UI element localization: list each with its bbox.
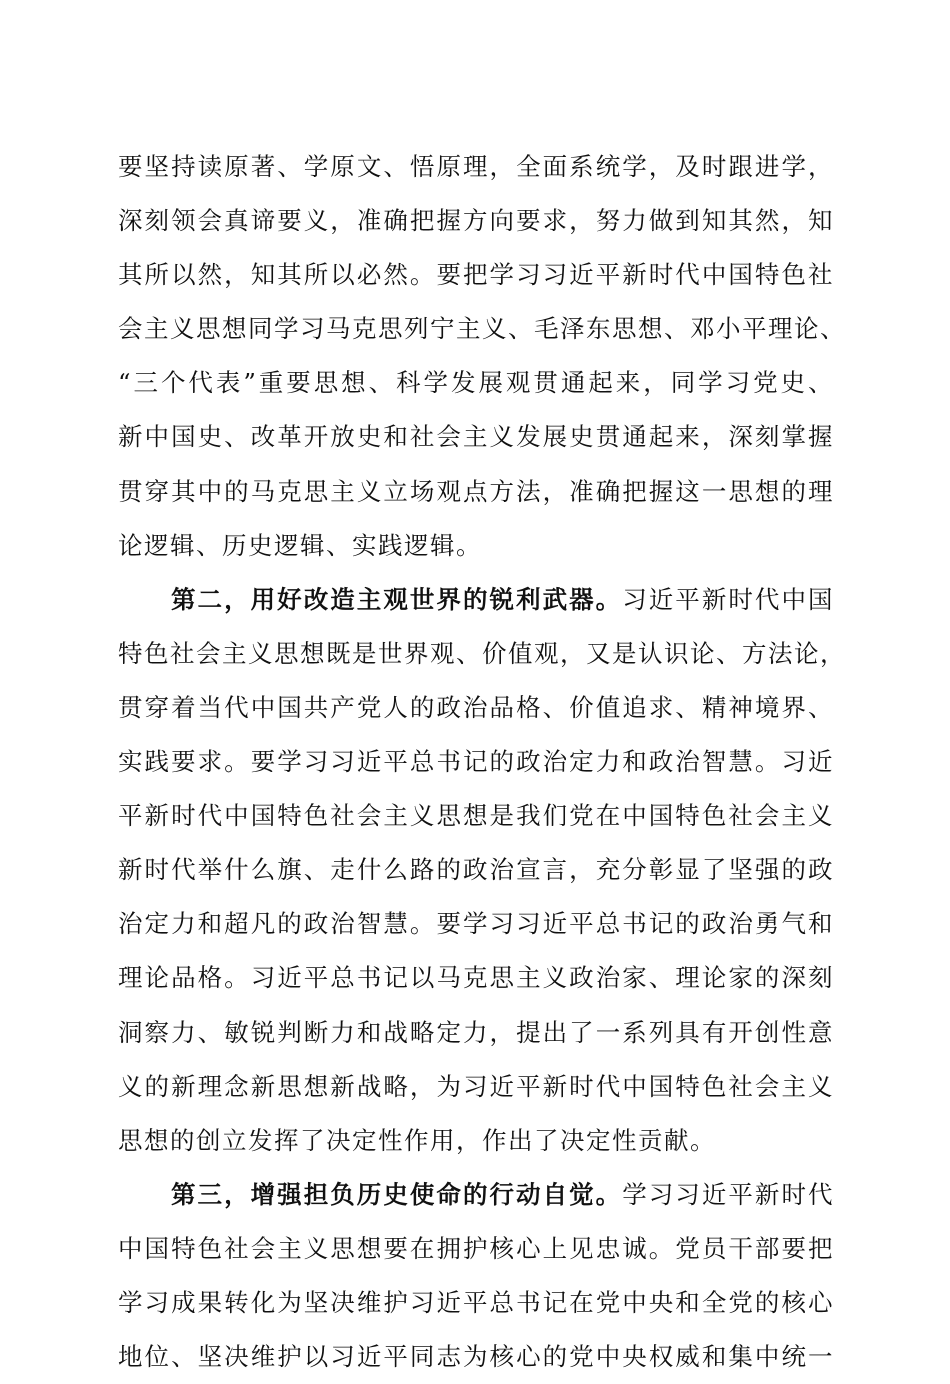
body-text — [118, 140, 846, 1384]
text-line: 会主义思想同学习马克思列宁主义、毛泽东思想、邓小平理论、 — [118, 314, 846, 344]
text-line: 洞察力、敏锐判断力和战略定力，提出了一系列具有开创性意 — [118, 1017, 834, 1047]
section-heading-third: 第三，增强担负历史使命的行动自觉。 — [171, 1179, 623, 1209]
text-line: 新时代举什么旗、走什么路的政治宣言，充分彰显了坚强的政 — [118, 855, 834, 885]
text-line: 深刻领会真谛要义，准确把握方向要求，努力做到知其然，知 — [118, 206, 834, 236]
text-line: 理论品格。习近平总书记以马克思主义政治家、理论家的深刻 — [118, 963, 834, 993]
text-line: 要坚持读原著、学原文、悟原理，全面系统学，及时跟进学， — [118, 152, 834, 181]
text-line: 地位、坚决维护以习近平同志为核心的党中央权威和集中统一 — [118, 1342, 834, 1372]
text-line: 治定力和超凡的政治智慧。要学习习近平总书记的政治勇气和 — [118, 909, 834, 939]
text-line: 贯穿其中的马克思主义立场观点方法，准确把握这一思想的理 — [118, 476, 834, 506]
text-run: 习近平新时代中国 — [622, 584, 835, 614]
text-line: 学习成果转化为坚决维护习近平总书记在党中央和全党的核心 — [118, 1287, 834, 1317]
text-line: 特色社会主义思想既是世界观、价值观，又是认识论、方法论， — [118, 638, 846, 668]
text-line: 新中国史、改革开放史和社会主义发展史贯通起来，深刻掌握 — [118, 422, 834, 452]
text-line: 平新时代中国特色社会主义思想是我们党在中国特色社会主义 — [118, 801, 834, 831]
text-line: 义的新理念新思想新战略，为习近平新时代中国特色社会主义 — [118, 1071, 834, 1101]
text-line: 贯穿着当代中国共产党人的政治品格、价值追求、精神境界、 — [118, 692, 834, 722]
text-run: 学习习近平新时代 — [622, 1179, 835, 1209]
text-line: “三个代表”重要思想、科学发展观贯通起来，同学习党史、 — [118, 368, 834, 398]
text-line: 中国特色社会主义思想要在拥护核心上见忠诚。党员干部要把 — [118, 1233, 834, 1263]
paragraph-first-line — [118, 1168, 834, 1222]
text-line: 思想的创立发挥了决定性作用，作出了决定性贡献。 — [118, 1125, 716, 1155]
text-line: 其所以然，知其所以必然。要把学习习近平新时代中国特色社 — [118, 260, 834, 290]
paragraph-first-line — [118, 573, 834, 627]
text-line: 论逻辑、历史逻辑、实践逻辑。 — [118, 530, 482, 560]
section-heading-second: 第二，用好改造主观世界的锐利武器。 — [171, 584, 623, 614]
text-line: 实践要求。要学习习近平总书记的政治定力和政治智慧。习近 — [118, 747, 834, 777]
